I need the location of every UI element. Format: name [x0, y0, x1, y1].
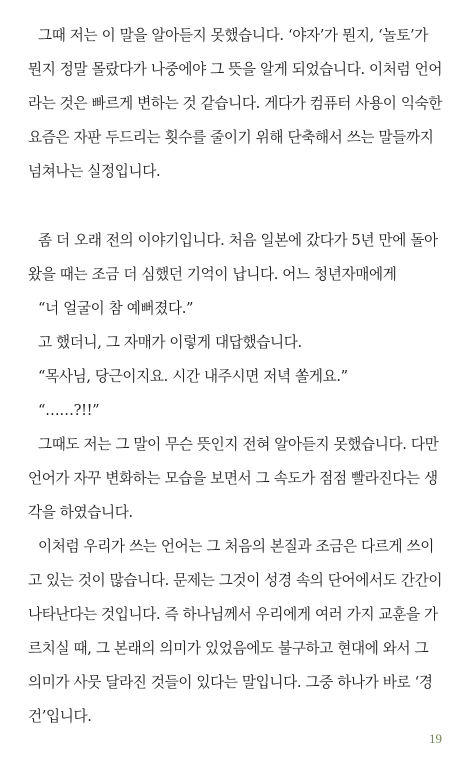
text-line: 이처럼 우리가 쓰는 언어는 그 처음의 본질과 조금은 다르게 쓰이 — [38, 538, 435, 555]
text-line: “……?!!” — [38, 402, 100, 419]
text-line: 고 했더니, 그 자매가 이렇게 대답했습니다. — [38, 334, 302, 351]
text-line: 뭔지 정말 몰랐다가 나중에야 그 뜻을 알게 되었습니다. 이처럼 언어 — [28, 61, 443, 78]
text-line: 언어가 자꾸 변화하는 모습을 보면서 그 속도가 점점 빨라진다는 생 — [28, 470, 438, 487]
text-line: 라는 것은 빠르게 변하는 것 같습니다. 게다가 컴퓨터 사용이 익숙한 — [28, 95, 443, 112]
text-line: 왔을 때는 조금 더 심했던 기억이 납니다. 어느 청년자매에게 — [28, 266, 397, 283]
text-line: 좀 더 오래 전의 이야기입니다. 처음 일본에 갔다가 5년 만에 돌아 — [38, 232, 438, 249]
text-line: 고 있는 것이 많습니다. 문제는 그것이 성경 속의 단어에서도 간간이 — [28, 572, 443, 589]
page-number: 19 — [429, 731, 442, 746]
text-line: 나타난다는 것입니다. 즉 하나님께서 우리에게 여러 가지 교훈을 가 — [28, 606, 438, 623]
text-line: 넘쳐나는 실정입니다. — [28, 163, 161, 180]
text-line: 그때도 저는 그 말이 무슨 뜻인지 전혀 알아듣지 못했습니다. 다만 — [38, 436, 439, 453]
text-line: “너 얼굴이 참 예뻐졌다.” — [38, 300, 194, 317]
text-line: 의미가 사뭇 달라진 것들이 있다는 말입니다. 그중 하나가 바로 ‘경 — [28, 674, 433, 691]
text-line: 건’입니다. — [28, 708, 92, 725]
text-line: 그때 저는 이 말을 알아듣지 못했습니다. ‘야자’가 뭔지, ‘놀토’가 — [38, 27, 428, 44]
text-line: 요즘은 자판 두드리는 횟수를 줄이기 위해 단축해서 쓰는 말들까지 — [28, 129, 434, 146]
text-line: 각을 하였습니다. — [28, 504, 133, 521]
text-line: “목사님, 당근이지요. 시간 내주시면 저녁 쏠게요.” — [38, 368, 348, 385]
text-line: 르치실 때, 그 본래의 의미가 있었음에도 불구하고 현대에 와서 그 — [28, 640, 429, 657]
